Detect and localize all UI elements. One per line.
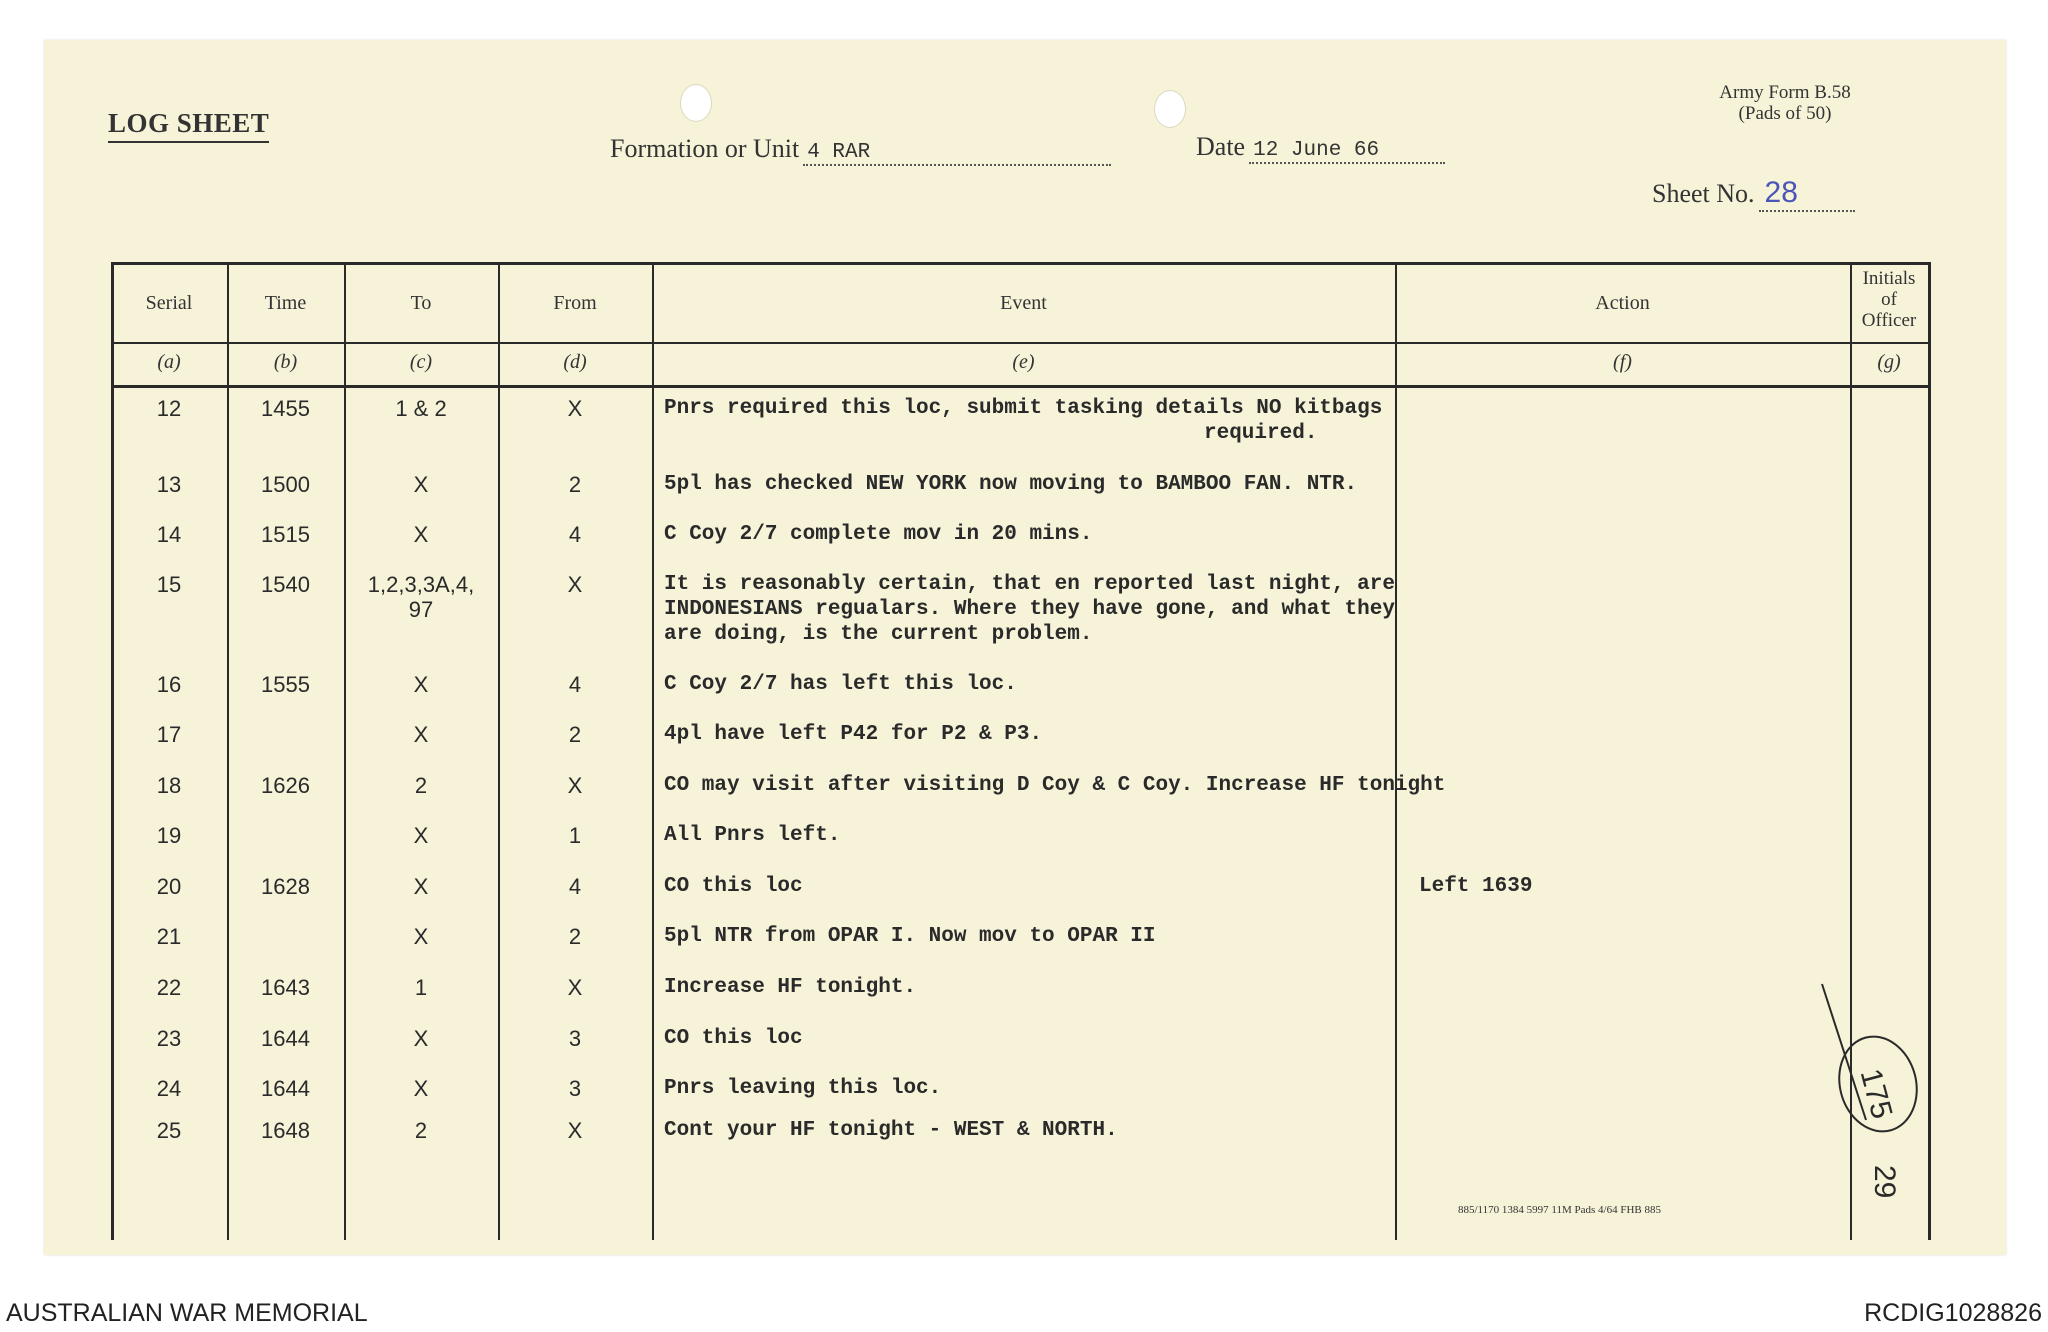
serial-cell: 23 <box>156 1026 182 1051</box>
print-code: 885/1170 1384 5997 11M Pads 4/64 FHB 885 <box>1458 1204 1662 1216</box>
event-cell <box>664 722 1564 747</box>
from-cell: X <box>567 1118 583 1143</box>
column-header: From <box>553 292 597 314</box>
column-subheader: (a) <box>157 351 181 373</box>
date-value: 12 June 66 <box>1249 139 1445 164</box>
from-cell: 2 <box>568 472 582 497</box>
formation-value: 4 RAR <box>803 141 1111 166</box>
event-cell <box>664 1026 1564 1051</box>
to-cell-line: 97 <box>408 597 434 622</box>
column-subheader: (g) <box>1877 351 1901 373</box>
event-cell-line: Cont your HF tonight - WEST & NORTH. <box>664 1119 1118 1142</box>
event-cell-line: 4pl have left P42 for P2 & P3. <box>664 723 1043 746</box>
event-cell-line: CO this loc <box>664 875 803 898</box>
event-cell <box>664 572 1564 647</box>
column-header: Serial <box>145 292 193 314</box>
event-cell-line: C Coy 2/7 complete mov in 20 mins. <box>664 523 1093 546</box>
time-cell: 1500 <box>261 472 310 497</box>
column-header: Action <box>1595 292 1650 314</box>
column-header <box>1850 268 1928 331</box>
column-header: Event <box>1000 292 1047 314</box>
from-cell: 3 <box>568 1076 582 1101</box>
to-cell: X <box>413 1026 429 1051</box>
column-subheader: (c) <box>409 351 433 373</box>
from-cell: X <box>567 773 583 798</box>
event-cell <box>664 1076 1564 1101</box>
column-header-line: of <box>1881 289 1897 310</box>
from-cell: 4 <box>568 874 582 899</box>
serial-cell: 13 <box>156 472 182 497</box>
to-cell: 2 <box>414 773 428 798</box>
column-divider <box>652 262 654 1240</box>
serial-cell: 19 <box>156 823 182 848</box>
subheader-divider <box>111 385 1931 388</box>
to-cell: 2 <box>414 1118 428 1143</box>
event-cell <box>664 1118 1564 1143</box>
serial-cell: 14 <box>156 522 182 547</box>
punch-hole <box>1154 90 1186 128</box>
column-subheader: (d) <box>563 351 587 373</box>
from-cell: 3 <box>568 1026 582 1051</box>
event-cell <box>664 924 1564 949</box>
time-cell: 1643 <box>261 975 310 1000</box>
serial-cell: 21 <box>156 924 182 949</box>
event-cell-line: CO may visit after visiting D Coy & C Coy. Increase HF tonight <box>664 774 1446 797</box>
column-subheader: (f) <box>1613 351 1632 373</box>
time-cell: 1626 <box>261 773 310 798</box>
column-header: To <box>410 292 432 314</box>
date-field <box>1196 132 1445 164</box>
footer-left: AUSTRALIAN WAR MEMORIAL <box>6 1299 368 1327</box>
event-cell <box>664 672 1564 697</box>
serial-cell: 16 <box>156 672 182 697</box>
form-pads: (Pads of 50) <box>1738 103 1832 124</box>
event-cell <box>664 773 1564 798</box>
to-cell-line: 1,2,3,3A,4, <box>367 572 475 597</box>
sheet-label: Sheet No. <box>1652 179 1755 208</box>
time-cell: 1644 <box>261 1026 310 1051</box>
sheet-number-field <box>1652 176 1855 212</box>
to-cell: X <box>413 874 429 899</box>
punch-hole <box>680 84 712 122</box>
time-cell: 1455 <box>261 396 310 421</box>
to-cell: X <box>413 472 429 497</box>
circled-number: 175 <box>1853 1065 1899 1123</box>
action-cell: Left 1639 <box>1419 875 1533 898</box>
serial-cell: 12 <box>156 396 182 421</box>
sheet-value: 28 <box>1759 176 1855 212</box>
form-identifier <box>1680 82 1890 124</box>
header-divider <box>111 342 1931 344</box>
time-cell: 1644 <box>261 1076 310 1101</box>
to-cell: 1 <box>414 975 428 1000</box>
time-cell: 1540 <box>261 572 310 597</box>
footer-right: RCDIG1028826 <box>1864 1299 2042 1327</box>
serial-cell: 20 <box>156 874 182 899</box>
time-cell: 1555 <box>261 672 310 697</box>
column-header: Time <box>264 292 307 314</box>
to-cell: X <box>413 924 429 949</box>
event-cell-line: All Pnrs left. <box>664 824 841 847</box>
serial-cell: 22 <box>156 975 182 1000</box>
log-sheet-paper <box>44 40 2006 1255</box>
from-cell: 4 <box>568 672 582 697</box>
from-cell: 2 <box>568 722 582 747</box>
formation-label: Formation or Unit <box>610 134 800 163</box>
to-cell <box>344 572 498 622</box>
time-cell: 1628 <box>261 874 310 899</box>
event-cell-line: INDONESIANS regualars. Where they have gone, and what they <box>664 598 1395 621</box>
serial-cell: 24 <box>156 1076 182 1101</box>
event-cell-line: Pnrs leaving this loc. <box>664 1077 942 1100</box>
column-subheader: (e) <box>1012 351 1035 373</box>
from-cell: 1 <box>568 823 582 848</box>
date-label: Date <box>1196 132 1246 161</box>
event-cell <box>664 472 1564 497</box>
column-header-line: Officer <box>1861 310 1917 331</box>
time-cell: 1515 <box>261 522 310 547</box>
event-cell <box>664 975 1564 1000</box>
serial-cell: 17 <box>156 722 182 747</box>
page-title: LOG SHEET <box>108 108 269 143</box>
event-cell-line: CO this loc <box>664 1027 803 1050</box>
event-cell <box>664 522 1564 547</box>
margin-annotation <box>1810 970 1930 1220</box>
event-cell-line: required. <box>1204 422 1318 445</box>
time-cell: 1648 <box>261 1118 310 1143</box>
to-cell: X <box>413 823 429 848</box>
to-cell: X <box>413 522 429 547</box>
form-name: Army Form B.58 <box>1719 82 1851 103</box>
event-cell <box>664 823 1564 848</box>
event-cell-line: are doing, is the current problem. <box>664 623 1093 646</box>
to-cell: X <box>413 672 429 697</box>
page-number-annotation: 29 <box>1868 1165 1901 1199</box>
event-cell-line: Increase HF tonight. <box>664 976 917 999</box>
event-cell-line: 5pl NTR from OPAR I. Now mov to OPAR II <box>664 925 1156 948</box>
from-cell: X <box>567 572 583 597</box>
event-cell-line: It is reasonably certain, that en reported last night, are <box>664 573 1395 596</box>
serial-cell: 18 <box>156 773 182 798</box>
from-cell: 4 <box>568 522 582 547</box>
from-cell: X <box>567 396 583 421</box>
event-cell-line: Pnrs required this loc, submit tasking details NO kitbags <box>664 397 1383 420</box>
event-cell-line: C Coy 2/7 has left this loc. <box>664 673 1017 696</box>
event-cell <box>664 396 1564 446</box>
from-cell: 2 <box>568 924 582 949</box>
column-subheader: (b) <box>273 351 298 373</box>
table-top-border <box>111 262 1931 265</box>
formation-field <box>610 134 1111 166</box>
to-cell: 1 & 2 <box>395 396 447 421</box>
to-cell: X <box>413 722 429 747</box>
serial-cell: 25 <box>156 1118 182 1143</box>
column-header-line: Initials <box>1862 268 1916 289</box>
serial-cell: 15 <box>156 572 182 597</box>
to-cell: X <box>413 1076 429 1101</box>
from-cell: X <box>567 975 583 1000</box>
event-cell-line: 5pl has checked NEW YORK now moving to BAMBOO FAN. NTR. <box>664 473 1358 496</box>
